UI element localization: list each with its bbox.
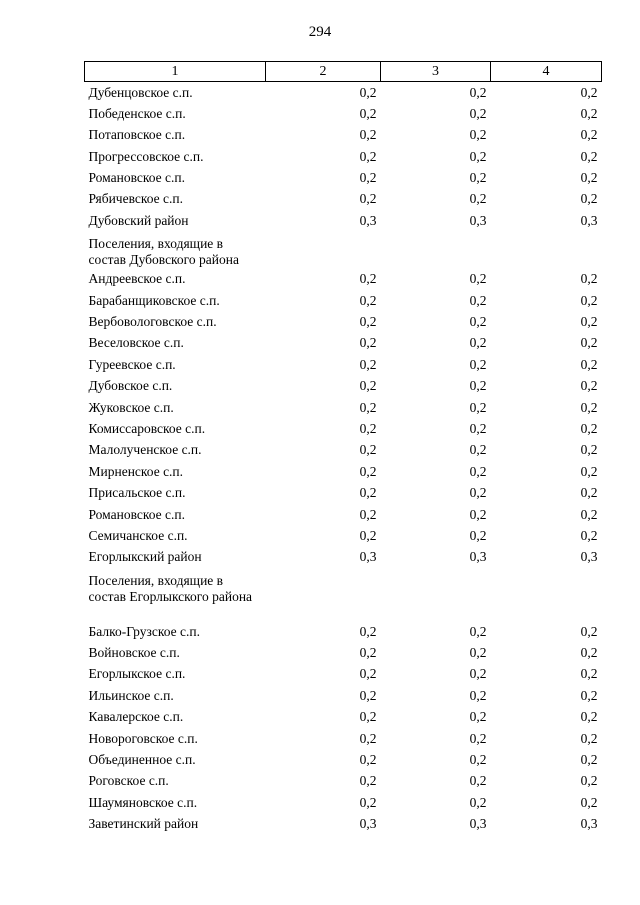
row-value-col-4: 0,2 bbox=[580, 271, 598, 287]
table-row bbox=[85, 146, 602, 167]
row-value-col-2: 0,2 bbox=[359, 378, 377, 394]
row-name-cell: Андреевское с.п. bbox=[88, 271, 186, 287]
row-value-col-4: 0,2 bbox=[580, 773, 598, 789]
row-value-col-3: 0,3 bbox=[469, 816, 487, 832]
row-value-col-2: 0,3 bbox=[359, 816, 377, 832]
row-value-col-3 bbox=[381, 568, 491, 621]
table-row bbox=[85, 504, 602, 525]
row-name-cell: Мирненское с.п. bbox=[88, 463, 184, 479]
row-value-col-2: 0,2 bbox=[359, 463, 377, 479]
row-value-col-4: 0,2 bbox=[580, 399, 598, 415]
row-value-col-3: 0,2 bbox=[469, 442, 487, 458]
table-row bbox=[85, 311, 602, 332]
row-value-col-4 bbox=[491, 231, 602, 268]
row-name-cell: Балко-Грузское с.п. bbox=[88, 623, 200, 639]
row-name-cell: Прогрессовское с.п. bbox=[88, 148, 204, 164]
row-value-col-4: 0,2 bbox=[580, 506, 598, 522]
table-body bbox=[85, 82, 602, 835]
row-name-cell: Ильинское с.п. bbox=[88, 687, 174, 703]
page-number: 294 bbox=[308, 24, 332, 40]
row-value-col-2: 0,2 bbox=[359, 527, 377, 543]
table-row bbox=[85, 642, 602, 663]
row-value-col-4: 0,2 bbox=[580, 527, 598, 543]
table-row bbox=[85, 482, 602, 503]
table-row bbox=[85, 568, 602, 621]
row-value-col-4: 0,2 bbox=[580, 292, 598, 308]
row-name-cell: Барабанщиковское с.п. bbox=[88, 292, 220, 308]
header-col-4: 4 bbox=[491, 62, 602, 82]
table-row bbox=[85, 418, 602, 439]
row-name-cell: Поселения, входящие в состав Егорлыкского района bbox=[88, 572, 253, 604]
row-value-col-4: 0,2 bbox=[580, 314, 598, 330]
table-row bbox=[85, 770, 602, 791]
row-value-col-2: 0,2 bbox=[359, 773, 377, 789]
table-row bbox=[85, 813, 602, 834]
row-value-col-3 bbox=[381, 231, 491, 268]
row-name-cell: Войновское с.п. bbox=[88, 645, 180, 661]
row-name-cell: Веселовское с.п. bbox=[88, 335, 184, 351]
row-value-col-4: 0,2 bbox=[580, 794, 598, 810]
row-name-cell: Дубовский район bbox=[88, 212, 189, 228]
table-row bbox=[85, 188, 602, 209]
row-name-cell: Потаповское с.п. bbox=[88, 127, 186, 143]
row-value-col-2: 0,2 bbox=[359, 170, 377, 186]
header-col-1: 1 bbox=[85, 62, 266, 82]
row-value-col-2: 0,2 bbox=[359, 127, 377, 143]
table-row bbox=[85, 290, 602, 311]
table-row bbox=[85, 621, 602, 642]
row-name-cell: Романовское с.п. bbox=[88, 506, 185, 522]
row-name-cell: Победенское с.п. bbox=[88, 105, 186, 121]
row-value-col-4: 0,2 bbox=[580, 485, 598, 501]
row-name-cell: Роговское с.п. bbox=[88, 773, 169, 789]
row-value-col-3: 0,3 bbox=[469, 212, 487, 228]
row-name-cell: Малолученское с.п. bbox=[88, 442, 202, 458]
row-value-col-4: 0,2 bbox=[580, 666, 598, 682]
row-value-col-2: 0,2 bbox=[359, 399, 377, 415]
row-value-col-3: 0,2 bbox=[469, 645, 487, 661]
row-value-col-2: 0,3 bbox=[359, 549, 377, 565]
row-name-cell: Кавалерское с.п. bbox=[88, 709, 184, 725]
row-name-cell: Рябичевское с.п. bbox=[88, 191, 183, 207]
row-name-cell: Комиссаровское с.п. bbox=[88, 420, 206, 436]
table-row bbox=[85, 82, 602, 103]
row-value-col-3: 0,2 bbox=[469, 191, 487, 207]
row-value-col-3: 0,2 bbox=[469, 170, 487, 186]
row-name-cell: Романовское с.п. bbox=[88, 170, 185, 186]
table-row bbox=[85, 439, 602, 460]
row-value-col-3: 0,2 bbox=[469, 687, 487, 703]
row-name-cell: Объединенное с.п. bbox=[88, 752, 196, 768]
row-value-col-3: 0,2 bbox=[469, 794, 487, 810]
row-value-col-2: 0,2 bbox=[359, 148, 377, 164]
row-value-col-4: 0,2 bbox=[580, 378, 598, 394]
row-value-col-2: 0,2 bbox=[359, 292, 377, 308]
row-value-col-4: 0,2 bbox=[580, 191, 598, 207]
table-row bbox=[85, 124, 602, 145]
row-value-col-4: 0,2 bbox=[580, 170, 598, 186]
row-value-col-4: 0,2 bbox=[580, 85, 598, 100]
table-row bbox=[85, 706, 602, 727]
row-value-col-4: 0,2 bbox=[580, 645, 598, 661]
row-value-col-3: 0,2 bbox=[469, 314, 487, 330]
row-value-col-3: 0,2 bbox=[469, 399, 487, 415]
row-value-col-2: 0,2 bbox=[359, 506, 377, 522]
row-value-col-4: 0,2 bbox=[580, 105, 598, 121]
table-row bbox=[85, 461, 602, 482]
header-col-3: 3 bbox=[381, 62, 491, 82]
row-name-cell: Дубенцовское с.п. bbox=[88, 85, 193, 100]
table-row bbox=[85, 354, 602, 375]
row-value-col-4: 0,2 bbox=[580, 335, 598, 351]
table-row bbox=[85, 749, 602, 770]
row-value-col-3: 0,2 bbox=[469, 709, 487, 725]
row-name-cell: Егорлыкский район bbox=[88, 549, 202, 565]
row-value-col-2: 0,2 bbox=[359, 666, 377, 682]
row-value-col-4: 0,3 bbox=[580, 212, 598, 228]
row-value-col-3: 0,2 bbox=[469, 773, 487, 789]
row-value-col-3: 0,2 bbox=[469, 666, 487, 682]
row-value-col-2: 0,2 bbox=[359, 356, 377, 372]
row-value-col-2: 0,2 bbox=[359, 420, 377, 436]
table-row bbox=[85, 231, 602, 268]
row-value-col-3: 0,2 bbox=[469, 271, 487, 287]
row-value-col-2: 0,2 bbox=[359, 794, 377, 810]
row-name-cell: Жуковское с.п. bbox=[88, 399, 174, 415]
row-value-col-3: 0,2 bbox=[469, 127, 487, 143]
row-value-col-2: 0,3 bbox=[359, 212, 377, 228]
table-row bbox=[85, 103, 602, 124]
row-name-cell: Заветинский район bbox=[88, 816, 199, 832]
row-value-col-3: 0,2 bbox=[469, 730, 487, 746]
row-value-col-3: 0,2 bbox=[469, 527, 487, 543]
row-value-col-3: 0,2 bbox=[469, 292, 487, 308]
row-value-col-3: 0,2 bbox=[469, 463, 487, 479]
row-name-cell: Семичанское с.п. bbox=[88, 527, 188, 543]
row-name-cell: Вербовологовское с.п. bbox=[88, 314, 217, 330]
table-header-row bbox=[85, 62, 602, 82]
row-value-col-3: 0,3 bbox=[469, 549, 487, 565]
row-value-col-3: 0,2 bbox=[469, 148, 487, 164]
row-value-col-2: 0,2 bbox=[359, 645, 377, 661]
table-row bbox=[85, 167, 602, 188]
table-row bbox=[85, 210, 602, 231]
row-value-col-4: 0,2 bbox=[580, 127, 598, 143]
row-value-col-3: 0,2 bbox=[469, 420, 487, 436]
row-value-col-4: 0,2 bbox=[580, 623, 598, 639]
row-value-col-4: 0,2 bbox=[580, 730, 598, 746]
table-row bbox=[85, 525, 602, 546]
row-value-col-2: 0,2 bbox=[359, 623, 377, 639]
row-value-col-2: 0,2 bbox=[359, 314, 377, 330]
table-row bbox=[85, 792, 602, 813]
row-value-col-3: 0,2 bbox=[469, 105, 487, 121]
row-value-col-3: 0,2 bbox=[469, 485, 487, 501]
row-value-col-4 bbox=[491, 568, 602, 621]
row-value-col-4: 0,2 bbox=[580, 687, 598, 703]
row-name-cell: Гуреевское с.п. bbox=[88, 356, 176, 372]
row-value-col-4: 0,2 bbox=[580, 420, 598, 436]
header-col-2: 2 bbox=[266, 62, 381, 82]
table-row bbox=[85, 546, 602, 567]
row-value-col-2: 0,2 bbox=[359, 335, 377, 351]
row-name-cell: Новороговское с.п. bbox=[88, 730, 198, 746]
row-value-col-3: 0,2 bbox=[469, 623, 487, 639]
row-value-col-2: 0,2 bbox=[359, 485, 377, 501]
row-value-col-2: 0,2 bbox=[359, 105, 377, 121]
row-name-cell: Дубовское с.п. bbox=[88, 378, 173, 394]
row-value-col-3: 0,2 bbox=[469, 85, 487, 100]
row-value-col-4: 0,2 bbox=[580, 752, 598, 768]
row-name-cell: Шаумяновское с.п. bbox=[88, 794, 198, 810]
row-name-cell: Поселения, входящие в состав Дубовского района bbox=[88, 236, 239, 268]
row-value-col-4: 0,3 bbox=[580, 816, 598, 832]
table-row bbox=[85, 397, 602, 418]
row-value-col-2 bbox=[266, 568, 381, 621]
row-value-col-2: 0,2 bbox=[359, 687, 377, 703]
table-row bbox=[85, 268, 602, 289]
row-value-col-4: 0,2 bbox=[580, 148, 598, 164]
row-value-col-2: 0,2 bbox=[359, 271, 377, 287]
table-row bbox=[85, 332, 602, 353]
row-value-col-4: 0,2 bbox=[580, 442, 598, 458]
table-row bbox=[85, 728, 602, 749]
row-value-col-4: 0,2 bbox=[580, 709, 598, 725]
row-value-col-4: 0,2 bbox=[580, 463, 598, 479]
row-value-col-2: 0,2 bbox=[359, 191, 377, 207]
row-value-col-2: 0,2 bbox=[359, 709, 377, 725]
row-value-col-3: 0,2 bbox=[469, 752, 487, 768]
table-row bbox=[85, 375, 602, 396]
row-value-col-4: 0,3 bbox=[580, 549, 598, 565]
row-value-col-2: 0,2 bbox=[359, 730, 377, 746]
table-row bbox=[85, 685, 602, 706]
row-value-col-2: 0,2 bbox=[359, 85, 377, 100]
row-value-col-2 bbox=[266, 231, 381, 268]
row-value-col-3: 0,2 bbox=[469, 378, 487, 394]
row-value-col-3: 0,2 bbox=[469, 356, 487, 372]
row-name-cell: Присальское с.п. bbox=[88, 485, 186, 501]
row-value-col-2: 0,2 bbox=[359, 442, 377, 458]
row-value-col-3: 0,2 bbox=[469, 506, 487, 522]
row-value-col-3: 0,2 bbox=[469, 335, 487, 351]
row-name-cell: Егорлыкское с.п. bbox=[88, 666, 186, 682]
table-row bbox=[85, 663, 602, 684]
row-value-col-2: 0,2 bbox=[359, 752, 377, 768]
row-value-col-4: 0,2 bbox=[580, 356, 598, 372]
data-table bbox=[84, 61, 602, 835]
